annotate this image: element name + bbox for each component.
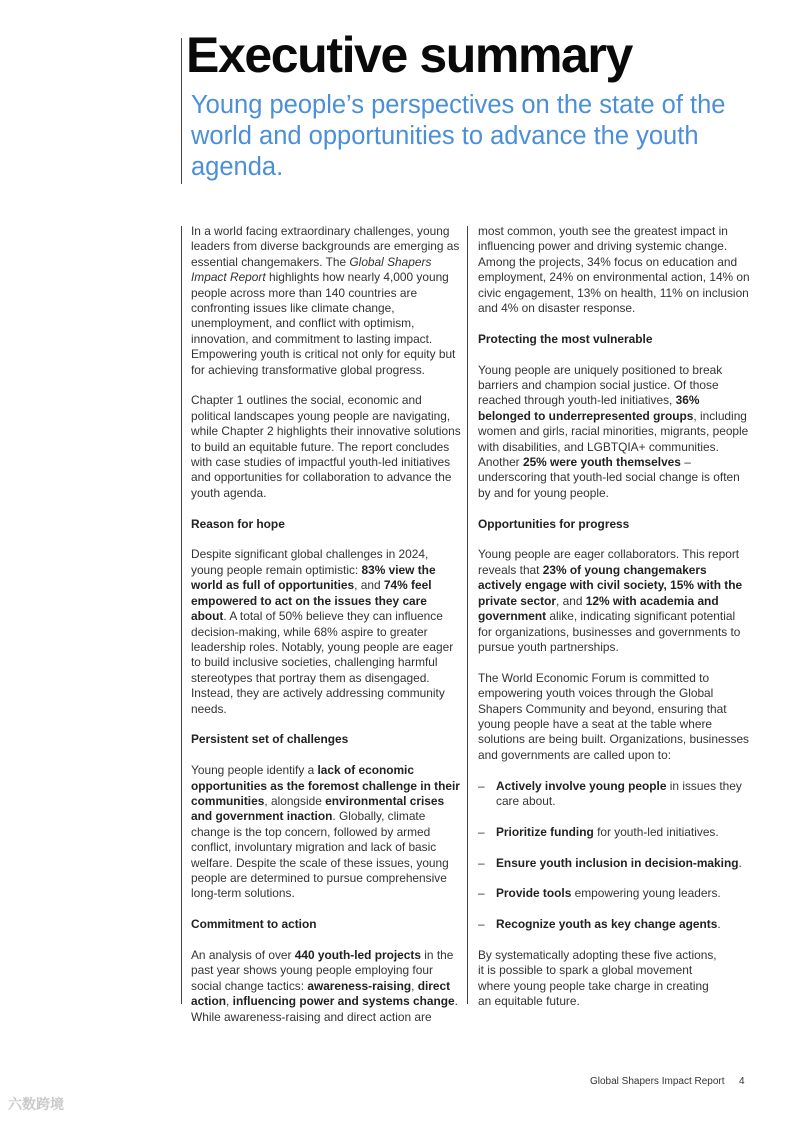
progress-paragraph: Young people are eager collaborators. This report reveals that 23% of young changemakers actively engage with civil society, 15% with the private sector, and 12% with academia and government alike, indicating significant potential for organizations, businesses and governments to pursue youth partnerships. <box>478 547 743 654</box>
list-item: – Recognize youth as key change agents. <box>478 917 721 932</box>
page-subtitle: Young people’s perspectives on the state of the world and opportunities to advance the youth agenda. <box>191 91 726 181</box>
vulnerable-paragraph: Young people are uniquely positioned to break barriers and champion social justice. Of those reached through youth-led initiatives, 36% belonged to underrepresented groups, including women and girls, racial minorities, migrants, people with disabilities, and LGBTQIA+ communities. Another 25% were youth themselves – underscoring that youth-led social change is often by and for young people. <box>478 362 749 500</box>
challenges-paragraph: Young people identify a lack of economic opportunities as the foremost challenge in their communities, alongside environmental crises and government inaction. Globally, climate change is the top concern, followed by armed conflict, involuntary migration and lack of basic welfare. Despite the scale of these issues, young people are determined to pursue comprehensive long-term solutions. <box>191 763 460 901</box>
list-item: – Prioritize funding for youth-led initiatives. <box>478 824 719 839</box>
list-item: – Actively involve young people in issues they care about. <box>478 778 742 808</box>
section-heading-progress: Opportunities for progress <box>478 516 630 531</box>
left-column <box>191 224 461 1040</box>
title-rule <box>181 38 182 184</box>
watermark: 六数跨境 <box>8 1096 64 1112</box>
section-heading-vulnerable: Protecting the most vulnerable <box>478 331 653 346</box>
continued-paragraph: most common, youth see the greatest impact in influencing power and driving systemic change. Among the projects, 34% focus on education and employment, 24% on environmental action, 14% on civic engagement, 13% on health, 11% on inclusion and 4% on disaster response. <box>478 224 750 316</box>
section-heading-hope: Reason for hope <box>191 516 285 531</box>
section-heading-commitment: Commitment to action <box>191 917 317 932</box>
commitment-paragraph: An analysis of over 440 youth-led projects in the past year shows young people employing four social change tactics: awareness-raising, direct action, influencing power and systems change. While awareness-raising and direct action are <box>191 947 458 1024</box>
list-item: – Ensure youth inclusion in decision-making. <box>478 855 742 870</box>
list-item: – Provide tools empowering young leaders. <box>478 886 721 901</box>
right-column <box>478 224 750 1025</box>
action-list <box>478 779 750 933</box>
section-heading-challenges: Persistent set of challenges <box>191 732 349 747</box>
hope-paragraph: Despite significant global challenges in 2024, young people remain optimistic: 83% view the world as full of opportunities, and 74% feel empowered to act on the issues they care about. A total of 50% believe they can influence decision-making, while 68% aspire to greater leadership roles. Notably, young people are eager to build inclusive societies, challenging harmful stereotypes that portray them as disengaged. Instead, they are actively addressing community needs. <box>191 547 454 716</box>
chapters-paragraph: Chapter 1 outlines the social, economic and political landscapes young people are navigating, while Chapter 2 highlights their innovative solutions to build an equitable future. The report concludes with case studies of impactful youth-led initiatives and opportunities for collaboration to advance the youth agenda. <box>191 393 461 500</box>
page-number: 4 <box>739 1076 745 1087</box>
wef-paragraph: The World Economic Forum is committed to empowering youth voices through the Global Shapers Community and beyond, ensuring that young people have a seat at the table where solutions are being built. Organizations, businesses and governments are called upon to: <box>478 670 749 762</box>
column-rule-left <box>181 226 182 1004</box>
column-rule-right <box>467 226 468 1004</box>
page-title: Executive summary <box>186 27 632 83</box>
closing-paragraph: By systematically adopting these five actions, it is possible to spark a global movement where young people take charge in creating an equitable future. <box>478 947 717 1009</box>
footer-report-title: Global Shapers Impact Report <box>590 1076 725 1087</box>
intro-paragraph: In a world facing extraordinary challenges, young leaders from diverse backgrounds are emerging as essential changemakers. The Global Shapers Impact Report highlights how nearly 4,000 young people across more than 140 countries are confronting issues like climate change, unemployment, and conflict with optimism, innovation, and commitment to lasting impact. Empowering youth is critical not only for equity but for achieving transformative global progress. <box>191 224 460 377</box>
